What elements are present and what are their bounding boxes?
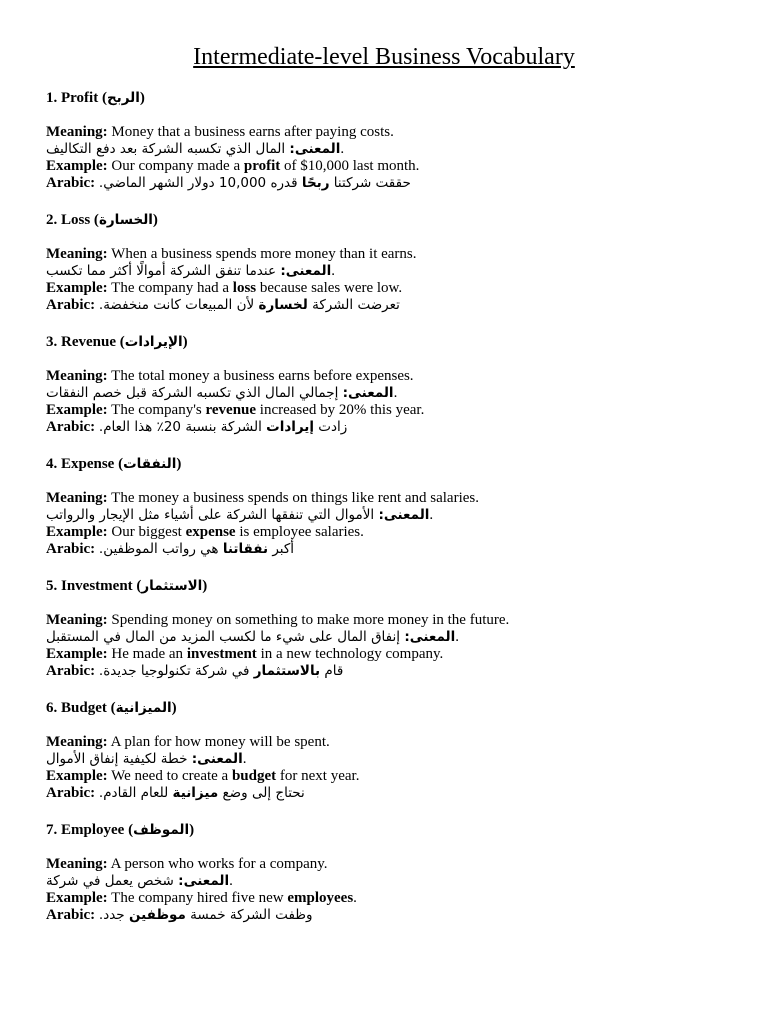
example-text-pre: Our company made a (111, 158, 244, 174)
example-line (46, 890, 736, 907)
arabic-example-line (46, 541, 736, 558)
arabic-example-line (46, 907, 736, 924)
vocab-entry (46, 822, 736, 924)
example-text-post: . (353, 890, 357, 906)
meaning-line (46, 856, 736, 873)
example-line (46, 158, 736, 175)
example-line (46, 280, 736, 297)
arabic-meaning-line: المعنى: عندما تنفق الشركة أموالًا أكثر مما تكسب . (46, 263, 335, 279)
entry-term: 7. Employee ( (46, 822, 134, 838)
meaning-label: Meaning: (46, 490, 108, 506)
meaning-text: The total money a business earns before expenses. (111, 368, 414, 384)
arabic-label: Arabic: (46, 663, 96, 679)
vocab-entry (46, 212, 736, 314)
vocab-entry (46, 456, 736, 558)
arabic-example-line (46, 175, 736, 192)
example-text-pre: We need to create a (111, 768, 232, 784)
entry-term-arabic: الميزانية (115, 700, 172, 716)
arabic-meaning-line: المعنى: إجمالي المال الذي تكسبه الشركة قبل خصم النفقات . (46, 385, 398, 401)
meaning-label: Meaning: (46, 612, 108, 628)
entry-heading-close: ) (182, 334, 188, 350)
arabic-example-keyword: نفقاتنا (222, 541, 269, 557)
arabic-example-group (99, 785, 305, 801)
example-keyword: budget (231, 768, 277, 784)
arabic-meaning-line: المعنى: شخص يعمل في شركة . (46, 873, 233, 889)
entry-heading-close: ) (189, 822, 195, 838)
arabic-example-post: الشركة بنسبة 20٪ هذا العام. (98, 419, 267, 435)
entry-term: 3. Revenue ( (46, 334, 125, 350)
arabic-example-keyword: ربحًا (301, 175, 330, 191)
arabic-meaning-group (46, 873, 229, 889)
arabic-example-line (46, 663, 736, 680)
arabic-example-keyword: لخسارة (258, 297, 308, 313)
arabic-example-pre: أكبر (268, 541, 295, 557)
entry-heading (46, 578, 736, 595)
arabic-example-group (99, 663, 343, 679)
meaning-text: Spending money on something to make more money in the future. (111, 612, 510, 628)
meaning-line (46, 490, 736, 507)
example-line (46, 402, 736, 419)
meaning-line (46, 124, 736, 141)
example-keyword: employees (287, 890, 354, 906)
example-label: Example: (46, 524, 108, 540)
vocabulary-list (46, 90, 736, 924)
arabic-label: Arabic: (46, 907, 96, 923)
arabic-label: Arabic: (46, 785, 96, 801)
arabic-example-line (46, 785, 736, 802)
entry-term: 2. Loss ( (46, 212, 99, 228)
arabic-example-post: في شركة تكنولوجيا جديدة. (98, 663, 254, 679)
arabic-example-post: هي رواتب الموظفين. (98, 541, 223, 557)
meaning-line (46, 368, 736, 385)
example-text-post: for next year. (276, 768, 360, 784)
arabic-example-group (99, 541, 294, 557)
arabic-example-keyword: بالاستثمار (253, 663, 321, 679)
document-title: Intermediate-level Business Vocabulary (193, 44, 575, 70)
entry-heading (46, 456, 736, 473)
entry-heading-close: ) (176, 456, 182, 472)
entry-heading (46, 700, 736, 717)
meaning-line (46, 734, 736, 751)
meaning-line (46, 246, 736, 263)
entry-heading (46, 822, 736, 839)
arabic-example-post: للعام القادم. (98, 785, 173, 801)
example-text-post: because sales were low. (256, 280, 403, 296)
arabic-meaning-text: المال الذي تكسبه الشركة بعد دفع التكاليف (46, 141, 286, 157)
vocab-entry (46, 90, 736, 192)
example-label: Example: (46, 768, 108, 784)
example-label: Example: (46, 158, 108, 174)
meaning-text: When a business spends more money than it earns. (111, 246, 417, 262)
meaning-label: Meaning: (46, 246, 108, 262)
vocab-entry (46, 578, 736, 680)
entry-term-arabic: الاستثمار (141, 578, 203, 594)
arabic-label: Arabic: (46, 175, 96, 191)
example-text-pre: The company had a (111, 280, 233, 296)
arabic-example-group (99, 175, 411, 191)
meaning-text: A person who works for a company. (110, 856, 328, 872)
arabic-meaning-group (46, 629, 455, 645)
entry-term: 4. Expense ( (46, 456, 124, 472)
example-line (46, 524, 736, 541)
entry-heading (46, 90, 736, 107)
example-keyword: expense (185, 524, 236, 540)
entry-term: 5. Investment ( (46, 578, 142, 594)
entry-term-arabic: النفقات (123, 456, 177, 472)
entry-term-arabic: الإيرادات (124, 334, 183, 350)
arabic-meaning-text: عندما تنفق الشركة أموالًا أكثر مما تكسب (46, 263, 277, 279)
arabic-meaning-label: المعنى: (178, 873, 230, 889)
meaning-label: Meaning: (46, 124, 108, 140)
meaning-text: The money a business spends on things like rent and salaries. (111, 490, 480, 506)
entry-heading (46, 212, 736, 229)
arabic-meaning-text: إجمالي المال الذي تكسبه الشركة قبل خصم النفقات (46, 385, 339, 401)
arabic-example-keyword: إيرادات (266, 419, 314, 435)
arabic-meaning-label: المعنى: (191, 751, 243, 767)
entry-heading-close: ) (171, 700, 177, 716)
entry-term: 1. Profit ( (46, 90, 107, 106)
example-label: Example: (46, 890, 108, 906)
entry-term-arabic: الخسارة (98, 212, 153, 228)
arabic-example-pre: حققت شركتنا (329, 175, 411, 191)
vocab-entry (46, 700, 736, 802)
meaning-label: Meaning: (46, 856, 108, 872)
arabic-meaning-text: الأموال التي تنفقها الشركة على أشياء مثل الإيجار والرواتب (46, 507, 375, 523)
arabic-meaning-label: المعنى: (342, 385, 394, 401)
arabic-label: Arabic: (46, 419, 96, 435)
arabic-example-keyword: موظفين (128, 907, 186, 923)
arabic-meaning-line: المعنى: خطة لكيفية إنفاق الأموال . (46, 751, 247, 767)
arabic-example-pre: تعرضت الشركة (307, 297, 400, 313)
arabic-meaning-label: المعنى: (378, 507, 430, 523)
arabic-meaning-label: المعنى: (280, 263, 332, 279)
arabic-meaning-text: خطة لكيفية إنفاق الأموال (46, 751, 188, 767)
meaning-text: A plan for how money will be spent. (110, 734, 330, 750)
arabic-meaning-label: المعنى: (404, 629, 456, 645)
arabic-example-post: قدره 10,000 دولار الشهر الماضي. (98, 175, 302, 191)
example-text-pre: The company hired five new (111, 890, 288, 906)
example-keyword: profit (243, 158, 281, 174)
arabic-meaning-group (46, 141, 340, 157)
arabic-label: Arabic: (46, 541, 96, 557)
example-text-post: increased by 20% this year. (256, 402, 425, 418)
example-label: Example: (46, 646, 108, 662)
arabic-meaning-line: المعنى: إنفاق المال على شيء ما لكسب المزيد من المال في المستقبل . (46, 629, 459, 645)
example-text-pre: The company's (111, 402, 206, 418)
arabic-example-pre: نحتاج إلى وضع (218, 785, 305, 801)
arabic-example-post: لأن المبيعات كانت منخفضة. (98, 297, 259, 313)
entry-term-arabic: الربح (106, 90, 140, 106)
meaning-label: Meaning: (46, 368, 108, 384)
arabic-label: Arabic: (46, 297, 96, 313)
example-text-post: of $10,000 last month. (280, 158, 420, 174)
arabic-meaning-group (46, 385, 394, 401)
arabic-example-pre: قام (320, 663, 344, 679)
arabic-example-pre: وظفت الشركة خمسة (185, 907, 313, 923)
example-text-post: is employee salaries. (235, 524, 364, 540)
arabic-meaning-group (46, 507, 429, 523)
entry-heading-close: ) (202, 578, 208, 594)
arabic-meaning-line: المعنى: الأموال التي تنفقها الشركة على أشياء مثل الإيجار والرواتب . (46, 507, 434, 523)
example-text-post: in a new technology company. (256, 646, 444, 662)
arabic-meaning-group (46, 751, 243, 767)
example-text-pre: He made an (111, 646, 187, 662)
arabic-meaning-line: المعنى: المال الذي تكسبه الشركة بعد دفع التكاليف . (46, 141, 345, 157)
example-keyword: revenue (205, 402, 257, 418)
meaning-label: Meaning: (46, 734, 108, 750)
example-keyword: loss (232, 280, 257, 296)
arabic-meaning-group (46, 263, 331, 279)
arabic-example-group (99, 297, 400, 313)
meaning-line (46, 612, 736, 629)
document-page (46, 40, 736, 944)
entry-term-arabic: الموظف (133, 822, 190, 838)
meaning-text: Money that a business earns after paying costs. (111, 124, 394, 140)
arabic-example-group (99, 419, 347, 435)
example-keyword: investment (186, 646, 257, 662)
arabic-example-keyword: ميزانية (172, 785, 219, 801)
arabic-example-line (46, 297, 736, 314)
arabic-example-group (99, 907, 313, 923)
arabic-meaning-text: إنفاق المال على شيء ما لكسب المزيد من المال في المستقبل (46, 629, 401, 645)
arabic-example-post: جدد. (98, 907, 129, 923)
entry-heading (46, 334, 736, 351)
example-label: Example: (46, 280, 108, 296)
entry-term: 6. Budget ( (46, 700, 116, 716)
arabic-example-pre: زادت (313, 419, 348, 435)
example-text-pre: Our biggest (111, 524, 186, 540)
vocab-entry (46, 334, 736, 436)
arabic-meaning-label: المعنى: (289, 141, 341, 157)
entry-heading-close: ) (139, 90, 145, 106)
arabic-meaning-text: شخص يعمل في شركة (46, 873, 174, 889)
arabic-example-line (46, 419, 736, 436)
entry-heading-close: ) (152, 212, 158, 228)
example-line (46, 768, 736, 785)
example-line (46, 646, 736, 663)
example-label: Example: (46, 402, 108, 418)
